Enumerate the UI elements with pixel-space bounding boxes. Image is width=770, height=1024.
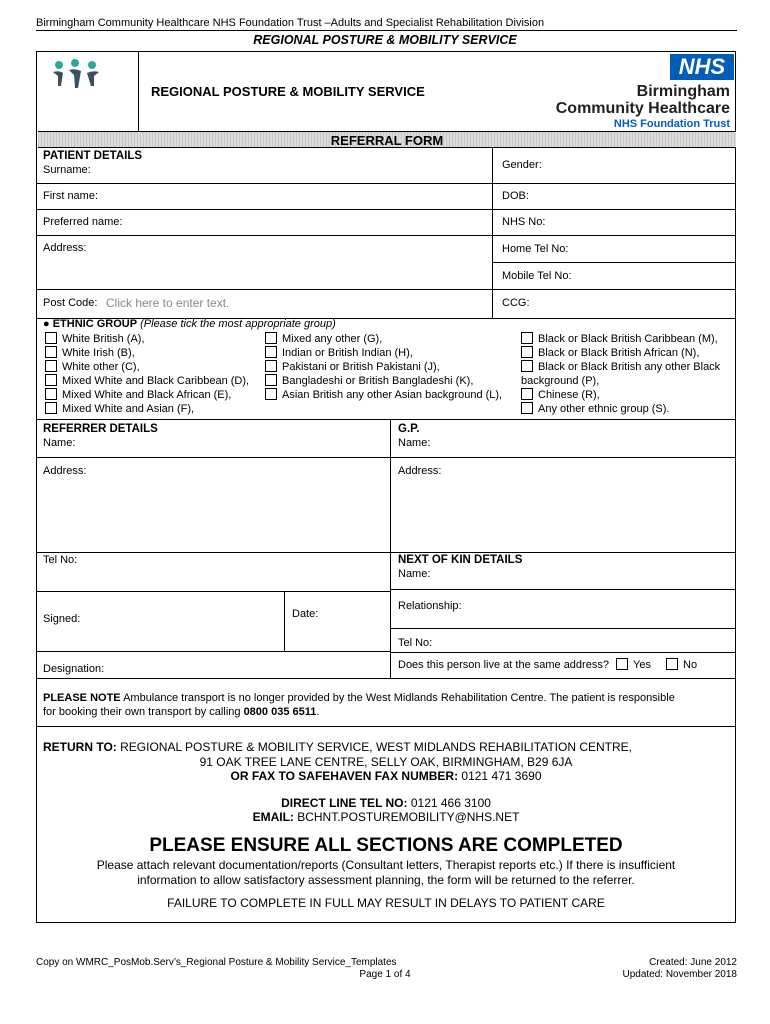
transport-note: PLEASE NOTE Ambulance transport is no longer provided by the West Midlands Rehabilitation Centre. The patient is responsible for booking their own transport by calling 0800 035 6511. [43,692,675,718]
row-divider [37,651,390,652]
patient-col-divider [492,148,493,318]
ethnic-option[interactable]: Black or Black British African (N), [521,346,720,360]
ethnic-option[interactable]: Indian or British Indian (H), [265,346,502,360]
row-divider [37,678,735,679]
gp-name-field[interactable]: Name: [398,437,431,449]
delay-warning: FAILURE TO COMPLETE IN FULL MAY RESULT IN DELAYS TO PATIENT CARE [167,896,605,910]
checkbox-icon[interactable] [45,360,57,372]
form-title: REFERRAL FORM [330,133,444,148]
checkbox-icon[interactable] [265,360,277,372]
ethnic-group-title: ETHNIC GROUP [52,318,138,330]
ethnic-column-3 [521,332,720,416]
nhs-logo: NHS [670,54,734,80]
mobile-tel-field[interactable]: Mobile Tel No: [502,270,572,282]
surname-field[interactable]: Surname: [43,164,91,176]
page-title: REGIONAL POSTURE & MOBILITY SERVICE [253,33,517,47]
address-field[interactable]: Address: [43,242,87,254]
ethnic-option[interactable]: White British (A), [45,332,249,346]
checkbox-icon[interactable] [45,374,57,386]
gender-field[interactable]: Gender: [502,159,542,171]
dob-field[interactable]: DOB: [502,190,529,202]
same-address-question: Does this person live at the same address? Yes No [398,659,698,671]
row-divider [37,457,735,458]
checkbox-icon[interactable] [521,402,533,414]
created-date: Created: June 2012 [649,957,737,968]
return-to-line2: 91 OAK TREE LANE CENTRE, SELLY OAK, BIRMINGHAM, B29 6JA [199,755,573,769]
gp-address-field[interactable]: Address: [398,465,442,477]
ethnic-option[interactable]: Black or Black British any other Black [521,360,720,374]
checkbox-icon[interactable] [521,360,533,372]
people-logo-icon [51,58,103,90]
referrer-address-field[interactable]: Address: [43,465,87,477]
email-line: EMAIL: BCHNT.POSTUREMOBILITY@NHS.NET [252,810,520,824]
checkbox-icon[interactable] [45,332,57,344]
header-divider [36,30,737,31]
direct-line: DIRECT LINE TEL NO: 0121 466 3100 [281,796,491,810]
signed-field[interactable]: Signed: [43,613,81,625]
ethnic-option[interactable]: Pakistani or British Pakistani (J), [265,360,502,374]
post-code-input[interactable]: Click here to enter text. [106,296,230,310]
row-divider [390,589,735,590]
fax-line: OR FAX TO SAFEHAVEN FAX NUMBER: 0121 471 3690 [230,769,542,783]
ethnic-option[interactable]: Chinese (R), [521,388,720,402]
row-divider [37,209,735,210]
row-divider [390,628,735,629]
completion-headline: PLEASE ENSURE ALL SECTIONS ARE COMPLETED [149,835,623,856]
patient-details-heading: PATIENT DETAILS [43,150,143,162]
designation-field[interactable]: Designation: [43,663,105,675]
updated-date: Updated: November 2018 [622,969,737,980]
ethnic-option[interactable]: Mixed White and Asian (F), [45,402,249,416]
kin-name-field[interactable]: Name: [398,568,431,580]
preferred-name-field[interactable]: Preferred name: [43,216,123,228]
ethnic-column-2 [265,332,502,402]
home-tel-field[interactable]: Home Tel No: [502,243,569,255]
date-field[interactable]: Date: [292,608,319,620]
bullet-icon: ● [43,318,50,330]
ethnic-option[interactable]: Mixed any other (G), [265,332,502,346]
no-checkbox[interactable] [666,658,678,670]
first-name-field[interactable]: First name: [43,190,99,202]
checkbox-icon[interactable] [521,346,533,358]
row-divider [37,726,735,727]
checkbox-icon[interactable] [265,374,277,386]
ethnic-option[interactable]: Mixed White and Black African (E), [45,388,249,402]
page-number: Page 1 of 4 [359,969,411,980]
post-code-label: Post Code: [43,297,98,309]
ethnic-option[interactable]: Asian British any other Asian background (L), [265,388,502,402]
documentation-note-line1: Please attach relevant documentation/reports (Consultant letters, Therapist reports etc.) If there is insufficient [96,858,676,872]
row-divider [37,289,735,290]
org-name-line2: Community Healthcare [555,100,730,117]
referral-form [36,51,736,923]
referral-form-band [38,131,736,148]
referrer-details-heading: REFERRER DETAILS [43,423,158,435]
ethnic-column-1 [45,332,249,416]
checkbox-icon[interactable] [521,332,533,344]
signed-date-divider [284,591,285,651]
organisation-header-line: Birmingham Community Healthcare NHS Foundation Trust –Adults and Specialist Rehabilitation Division [36,17,545,29]
logo-divider [138,52,139,131]
gp-heading: G.P. [398,423,420,435]
ethnic-option-continued: background (P), [521,375,600,387]
ethnic-option[interactable]: White Irish (B), [45,346,249,360]
checkbox-icon[interactable] [45,388,57,400]
row-divider [37,183,735,184]
checkbox-icon[interactable] [265,346,277,358]
nhs-number-field[interactable]: NHS No: [502,216,546,228]
referrer-name-field[interactable]: Name: [43,437,76,449]
row-divider [37,591,390,592]
checkbox-icon[interactable] [265,388,277,400]
checkbox-icon[interactable] [265,332,277,344]
kin-tel-field[interactable]: Tel No: [398,637,433,649]
yes-checkbox[interactable] [616,658,628,670]
row-divider [492,262,735,263]
ethnic-option[interactable]: White other (C), [45,360,249,374]
row-divider [390,652,735,653]
service-name: REGIONAL POSTURE & MOBILITY SERVICE [151,84,425,99]
org-name-line1: Birmingham [636,83,730,100]
ethnic-group-instruction: (Please tick the most appropriate group) [140,318,336,330]
row-divider [37,235,735,236]
next-of-kin-heading: NEXT OF KIN DETAILS [398,554,523,566]
ethnic-option[interactable]: Mixed White and Black Caribbean (D), [45,374,249,388]
ethnic-option[interactable]: Bangladeshi or British Bangladeshi (K), [265,374,502,388]
row-divider [37,419,735,420]
ethnic-option[interactable]: Any other ethnic group (S). [521,402,720,416]
documentation-note-line2: information to allow satisfactory assessment planning, the form will be returned to the referrer. [137,873,635,887]
referrer-tel-field[interactable]: Tel No: [43,554,78,566]
footer-copy-path: Copy on WMRC_PosMob.Serv’s_Regional Posture & Mobility Service_Templates [36,957,397,968]
ethnic-option[interactable]: Black or Black British Caribbean (M), [521,332,720,346]
checkbox-icon[interactable] [521,388,533,400]
org-name-line3: NHS Foundation Trust [613,118,730,130]
return-to-line1: RETURN TO: REGIONAL POSTURE & MOBILITY SERVICE, WEST MIDLANDS REHABILITATION CENTRE, [43,740,632,754]
kin-relationship-field[interactable]: Relationship: [398,600,462,612]
ccg-field[interactable]: CCG: [502,297,530,309]
ethnic-group-heading [43,318,336,330]
row-divider [37,552,735,553]
checkbox-icon[interactable] [45,346,57,358]
checkbox-icon[interactable] [45,402,57,414]
